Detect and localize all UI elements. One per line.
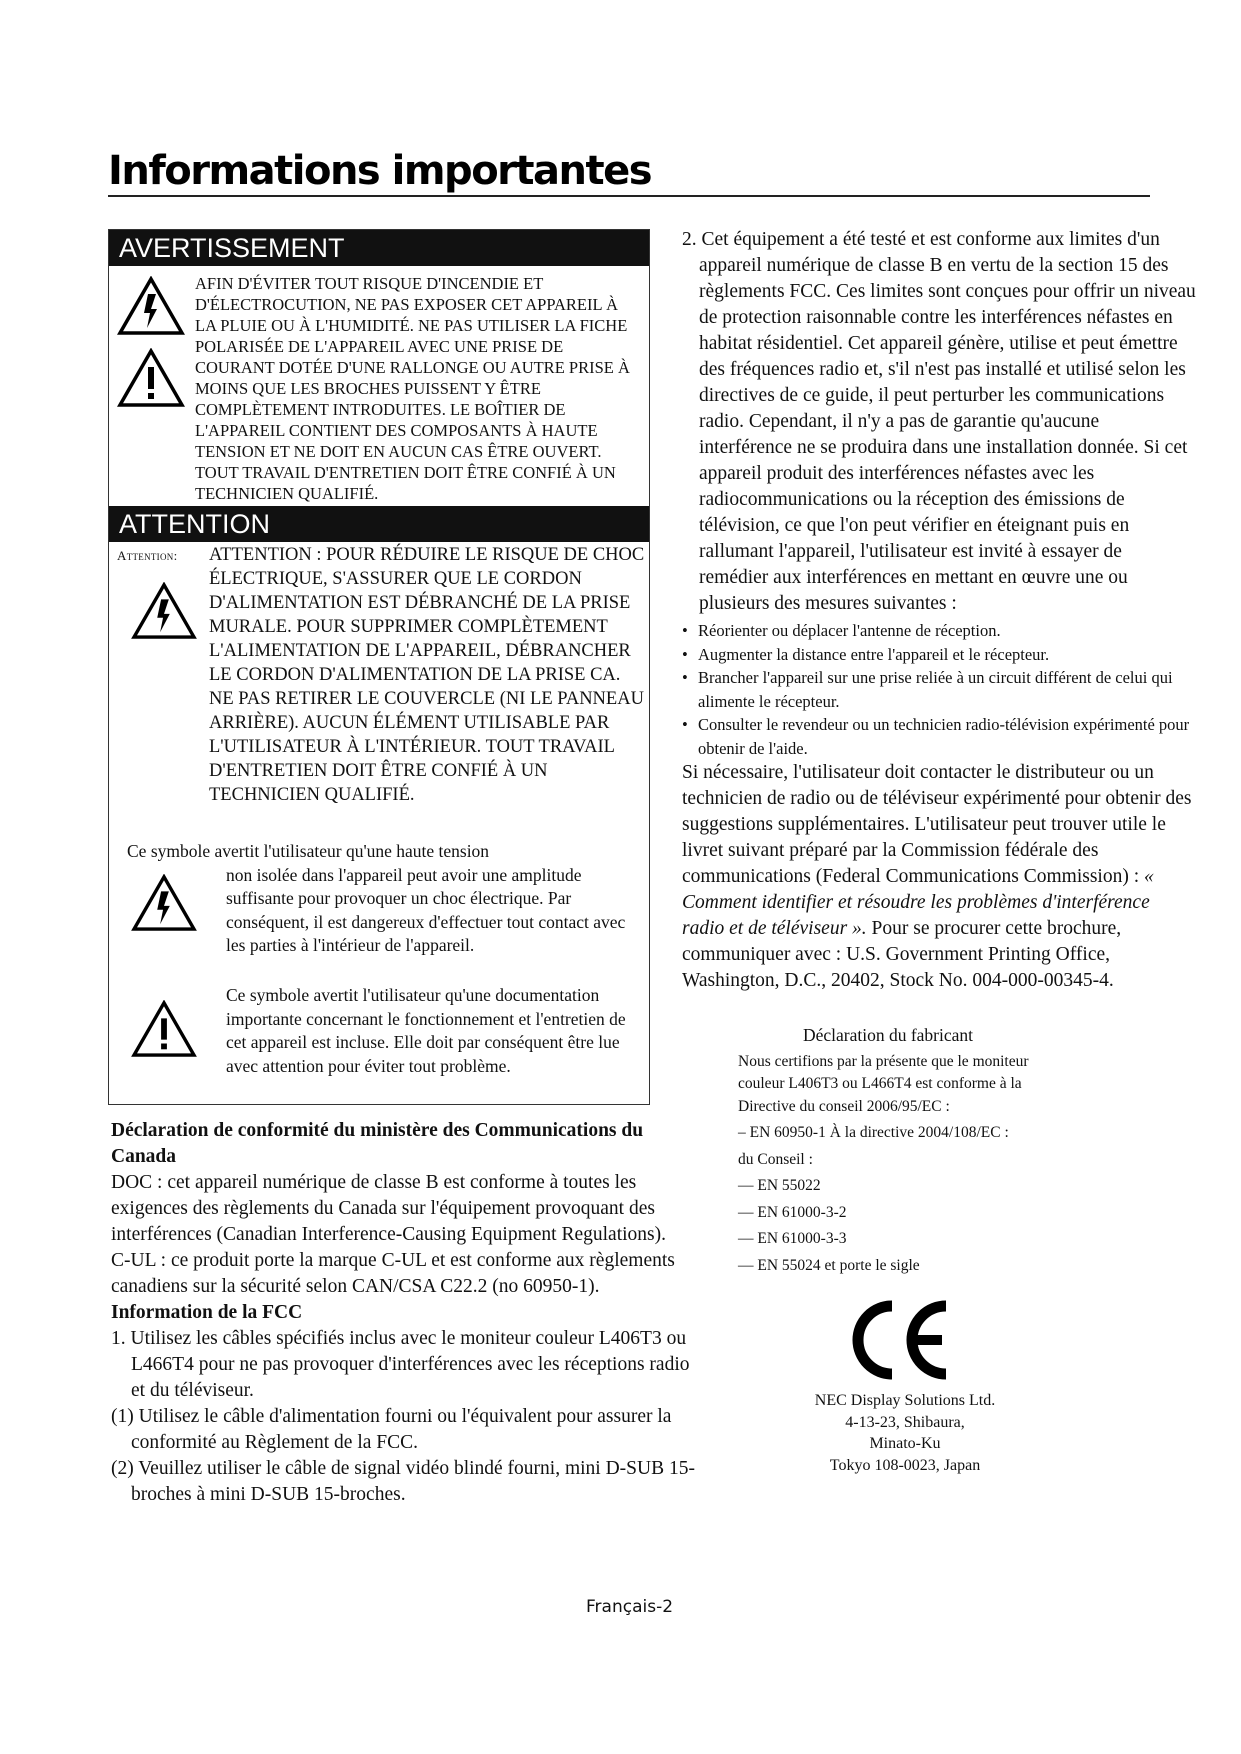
avertissement-text: AFIN D'ÉVITER TOUT RISQUE D'INCENDIE ET D'ÉLECTROCUTION, NE PAS EXPOSER CET APPAREIL À LA PLUIE OU À L'HUMIDITÉ. NE PAS UTILISER LA FICHE POLARISÉE DE L'APPAREIL AVEC UNE PRISE DE COURANT DOTÉE D'UNE RALLONGE OU AUTRE PRISE À MOINS QUE LES BROCHES PUISSENT Y ÊTRE COMPLÈTEMENT INTRODUITES. LE BOÎTIER DE L'APPAREIL CONTIENT DES COMPOSANTS À HAUTE TENSION ET NE DOIT EN AUCUN CAS ÊTRE OUVERT. TOUT TRAVAIL D'ENTRETIEN DOIT ÊTRE CONFIÉ À UN TECHNICIEN QUALIFIÉ. [195,274,630,503]
left-lower-column [111,1118,706,1508]
voltage-symbol-lead: Ce symbole avertit l'utilisateur qu'une haute tension [127,841,490,861]
address-line: Tokyo 108-0023, Japan [829,1456,981,1474]
voltage-symbol-rest: non isolée dans l'appareil peut avoir une amplitude suffisante pour provoquer un choc électrique. Par conséquent, il est dangereux d'effectuer tout contact avec les parties à l'intérieur de l'appareil. [226,864,626,955]
title-rule [108,195,1150,197]
declaration-title: Déclaration du fabricant [802,1025,974,1045]
standard-item: — EN 61000-3-3 [738,1230,847,1247]
manufacturer-address [790,1390,1020,1476]
page-number: Français-2 [586,1597,674,1617]
fcc-item-1: 1. Utilisez les câbles spécifiés inclus avec le moniteur couleur L406T3 ou L466T4 pour ne pas provoquer d'interférences avec les réceptions radio et du téléviseur. [111,1328,690,1401]
page-title: Informations importantes [108,148,652,194]
list-item: • Réorienter ou déplacer l'antenne de réception. [682,619,1196,643]
canada-heading: Déclaration de conformité du ministère des Communications du Canada [111,1120,644,1167]
list-item: • Brancher l'appareil sur une prise reliée à un circuit différent de celui qui alimente le récepteur. [682,666,1196,713]
exclamation-warning-icon-2 [131,1000,197,1058]
canada-cul-text: C-UL : ce produit porte la marque C-UL et est conforme aux règlements canadiens sur la sécurité selon CAN/CSA C22.2 (no 60950-1). [111,1250,675,1297]
fcc-heading: Information de la FCC [111,1302,303,1323]
fcc-followup [682,760,1196,994]
warning-box [108,229,650,1105]
address-line: NEC Display Solutions Ltd. [814,1392,996,1409]
fcc-followup-start: Si nécessaire, l'utilisateur doit contacter le distributeur ou un technicien de radio ou de téléviseur expérimenté pour obtenir des suggestions supplémentaires. L'utilisateur peut trouver utile le livret suivant préparé par la Commission fédérale des communications (Federal Communications Commission) : [682,762,1192,887]
fcc-item-2: 2. Cet équipement a été testé et est conforme aux limites d'un appareil numérique de classe B en vertu de la section 15 des règlements FCC. Ces limites sont conçues pour offrir un niveau de protection raisonnable contre les interférences néfastes en habitat résidentiel. Cet appareil génère, utilise et peut émettre des fréquences radio et, s'il n'est pas installé et utilisé selon les directives de ce guide, il peut perturber les communications radio. Cependant, il n'y a pas de garantie qu'aucune interférence ne se produira dans une installation donnée. Si cet appareil produit des interférences néfastes avec les radiocommunications ou la réception des émissions de télévision, ce que l'on peut vérifier en éteignant puis en rallumant l'appareil, l'utilisateur est invité à essayer de remédier aux interférences en mettant en œuvre une ou plusieurs des mesures suivantes : [682,229,1196,614]
fcc-followup-end: Pour se procurer cette brochure, communiquer avec : U.S. Government Printing Office, Washington, D.C., 20402, Stock No. 004-000-00345-4. [682,918,1122,991]
standard-item: — EN 55024 et porte le sigle [738,1256,920,1274]
list-item: • Augmenter la distance entre l'appareil et le récepteur. [682,643,1196,667]
standard-item: — EN 55022 [738,1177,821,1194]
right-column [682,227,1196,994]
fcc-measures-list [682,619,1196,760]
exclamation-warning-icon [117,348,185,408]
fcc-item-1a: (1) Utilisez le câble d'alimentation fourni ou l'équivalent pour assurer la conformité au Règlement de la FCC. [111,1406,672,1453]
address-line: Minato-Ku [869,1435,941,1452]
avertissement-bar: AVERTISSEMENT [109,230,649,266]
declaration-en60950: – EN 60950-1 À la directive 2004/108/EC : [738,1124,1009,1141]
canada-doc-text: DOC : cet appareil numérique de classe B est conforme à toutes les exigences des règlements du Canada sur l'équipement provoquant des interférences (Canadian Interference-Causing Equipment Regulations). [111,1172,666,1245]
declaration-intro: Nous certifions par la présente que le moniteur couleur L406T3 ou L466T4 est conforme à la Directive du conseil 2006/95/EC : [738,1052,1029,1115]
attention-small-label: Attention: [117,548,178,563]
address-line: 4-13-23, Shibaura, [845,1413,965,1431]
lightning-warning-icon-3 [131,874,197,932]
attention-text: ATTENTION : POUR RÉDUIRE LE RISQUE DE CHOC ÉLECTRIQUE, S'ASSURER QUE LE CORDON D'ALIMENTATION EST DÉBRANCHÉ DE LA PRISE MURALE. POUR SUPPRIMER COMPLÈTEMENT L'ALIMENTATION DE L'APPAREIL, DÉBRANCHER LE CORDON D'ALIMENTATION DE LA PRISE CA. NE PAS RETIRER LE COUVERCLE (NI LE PANNEAU ARRIÈRE). AUCUN ÉLÉMENT UTILISABLE PAR L'UTILISATEUR À L'INTÉRIEUR. TOUT TRAVAIL D'ENTRETIEN DOIT ÊTRE CONFIÉ À UN TECHNICIEN QUALIFIÉ. [209,545,645,805]
ce-mark-logo [848,1300,952,1385]
manufacturer-declaration [738,1024,1078,1277]
list-item: • Consulter le revendeur ou un technicien radio-télévision expérimenté pour obtenir de l'aide. [682,713,1196,760]
voltage-symbol-description [127,840,643,958]
attention-bar: ATTENTION [109,506,649,542]
declaration-conseil: du Conseil : [738,1150,813,1168]
fcc-item-1b: (2) Veuillez utiliser le câble de signal vidéo blindé fourni, mini D-SUB 15-broches à mini D-SUB 15-broches. [111,1458,695,1505]
documentation-symbol-description: Ce symbole avertit l'utilisateur qu'une documentation importante concernant le fonctionnement et l'entretien de cet appareil est incluse. Elle doit par conséquent être lue avec attention pour éviter tout problème. [226,985,626,1076]
lightning-warning-icon [117,276,185,336]
lightning-warning-icon-2 [131,582,197,640]
fcc-booklet-title: « Comment identifier et résoudre les problèmes d'interférence radio et de téléviseur ». [682,866,1154,939]
standard-item: — EN 61000-3-2 [738,1203,847,1221]
